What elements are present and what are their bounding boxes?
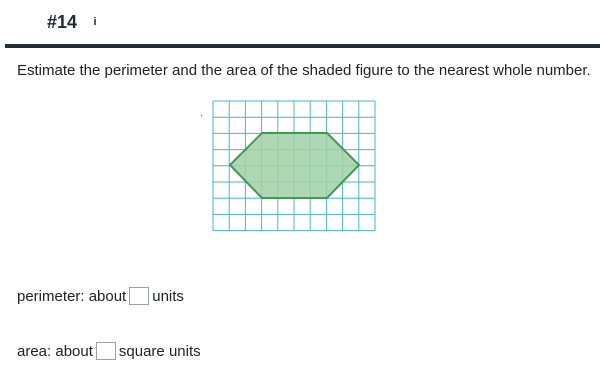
area-input[interactable] <box>96 342 116 360</box>
area-row <box>17 342 201 360</box>
grid-figure <box>205 98 385 238</box>
question-header <box>0 0 600 46</box>
perimeter-unit: units <box>152 287 184 305</box>
perimeter-input[interactable] <box>129 287 149 305</box>
area-unit: square units <box>118 342 201 360</box>
header-divider <box>5 44 600 48</box>
area-label: area: about <box>17 342 93 360</box>
shaded-hexagon <box>230 133 359 198</box>
stray-dot: · <box>200 110 204 121</box>
perimeter-row <box>17 287 184 305</box>
question-prompt: Estimate the perimeter and the area of the shaded figure to the nearest whole number. <box>17 62 591 79</box>
question-number: #14 <box>47 12 78 32</box>
perimeter-label: perimeter: about <box>17 287 127 305</box>
info-icon[interactable]: i <box>93 16 97 28</box>
